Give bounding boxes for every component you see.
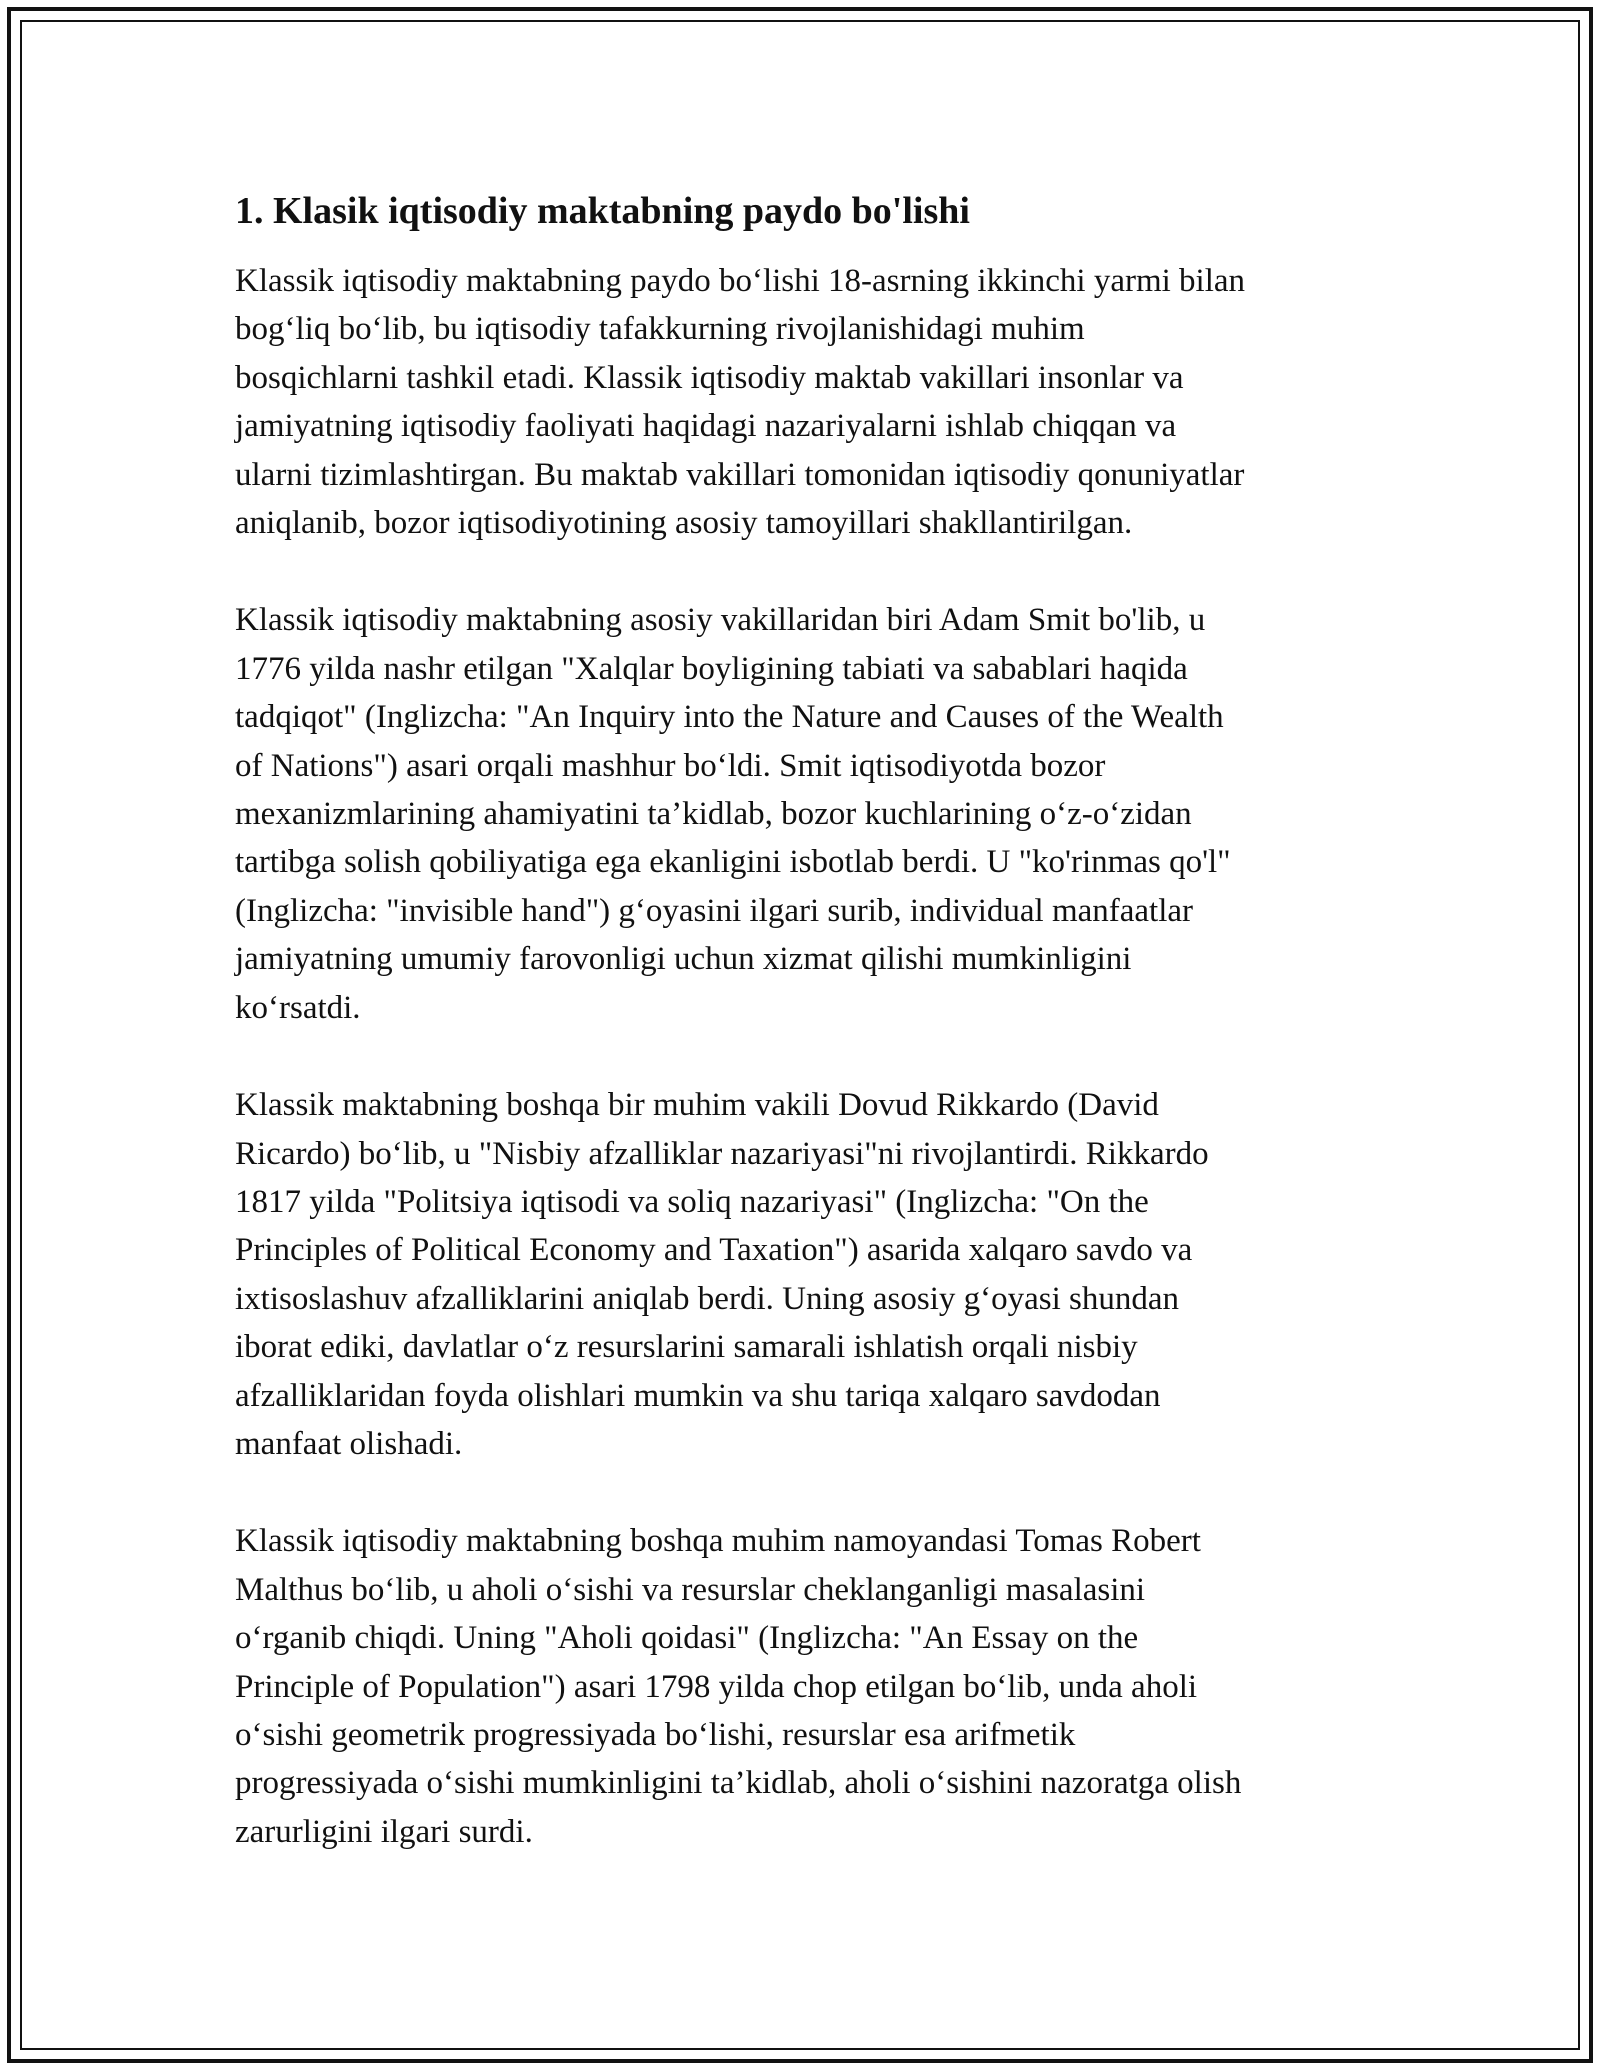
paragraph-line: zarurligini ilgari surdi. [235, 1813, 533, 1850]
paragraph-line: Klassik maktabning boshqa bir muhim vakili Dovud Rikkardo (David [235, 1087, 1159, 1124]
paragraph-line: bog‘liq bo‘lib, bu iqtisodiy tafakkurning rivojlanishidagi muhim [235, 311, 1085, 348]
paragraph-line: 1776 yilda nashr etilgan "Xalqlar boyligining tabiati va sabablari haqida [235, 650, 1188, 687]
paragraph-malthus [235, 1517, 1370, 1856]
paragraph-line: ko‘rsatdi. [235, 989, 361, 1026]
paragraph-line: (Inglizcha: "invisible hand") g‘oyasini ilgari surib, individual manfaatlar [235, 892, 1194, 929]
paragraph-line: mexanizmlarining ahamiyatini ta’kidlab, bozor kuchlarining o‘z-o‘zidan [235, 796, 1192, 833]
paragraph-line: ularni tizimlashtirgan. Bu maktab vakillari tomonidan iqtisodiy qonuniyatlar [235, 456, 1245, 493]
paragraph-line: 1817 yilda "Politsiya iqtisodi va soliq nazariyasi" (Inglizcha: "On the [235, 1183, 1149, 1220]
paragraph-line: o‘rganib chiqdi. Uning "Aholi qoidasi" (Inglizcha: "An Essay on the [235, 1620, 1139, 1657]
paragraph-line: of Nations") asari orqali mashhur bo‘ldi. Smit iqtisodiyotda bozor [235, 747, 1106, 784]
paragraph-line: Klassik iqtisodiy maktabning asosiy vakillaridan biri Adam Smit bo'lib, u [235, 602, 1206, 639]
paragraph-line: Ricardo) bo‘lib, u "Nisbiy afzalliklar nazariyasi"ni rivojlantirdi. Rikkardo [235, 1135, 1209, 1172]
paragraph-line: aniqlanib, bozor iqtisodiyotining asosiy tamoyillari shakllantirilgan. [235, 505, 1133, 542]
paragraph-line: o‘sishi geometrik progressiyada bo‘lishi, resurslar esa arifmetik [235, 1716, 1076, 1753]
paragraph-line: Malthus bo‘lib, u aholi o‘sishi va resurslar cheklanganligi masalasini [235, 1571, 1146, 1608]
paragraph-line: bosqichlarni tashkil etadi. Klassik iqtisodiy maktab vakillari insonlar va [235, 359, 1184, 396]
document-body [235, 185, 1370, 1905]
paragraph-line: Principle of Population") asari 1798 yilda chop etilgan bo‘lib, unda aholi [235, 1668, 1198, 1705]
paragraph-adam-smith [235, 596, 1370, 1032]
paragraph-line: manfaat olishadi. [235, 1425, 463, 1462]
paragraph-line: tadqiqot" (Inglizcha: "An Inquiry into the Nature and Causes of the Wealth [235, 699, 1224, 736]
paragraph-line: ixtisoslashuv afzalliklarini aniqlab berdi. Uning asosiy g‘oyasi shundan [235, 1280, 1179, 1317]
paragraph-line: tartibga solish qobiliyatiga ega ekanligini isbotlab berdi. U "ko'rinmas qo'l" [235, 844, 1231, 881]
paragraph-line: jamiyatning iqtisodiy faoliyati haqidagi nazariyalarni ishlab chiqqan va [235, 408, 1177, 445]
section-heading: 1. Klasik iqtisodiy maktabning paydo bo'lishi [235, 190, 970, 232]
paragraph-line: jamiyatning umumiy farovonligi uchun xizmat qilishi mumkinligini [235, 941, 1132, 978]
paragraph-line: afzalliklaridan foyda olishlari mumkin va shu tariqa xalqaro savdodan [235, 1377, 1161, 1414]
paragraph-line: Klassik iqtisodiy maktabning boshqa muhim namoyandasi Tomas Robert [235, 1523, 1201, 1560]
paragraph-line: Klassik iqtisodiy maktabning paydo bo‘lishi 18-asrning ikkinchi yarmi bilan [235, 263, 1246, 299]
paragraph-line: iborat ediki, davlatlar o‘z resurslarini samarali ishlatish orqali nisbiy [235, 1329, 1138, 1366]
paragraph-intro [235, 257, 1370, 547]
paragraph-line: Principles of Political Economy and Taxation") asarida xalqaro savdo va [235, 1232, 1193, 1269]
paragraph-line: progressiyada o‘sishi mumkinligini ta’kidlab, aholi o‘sishini nazoratga olish [235, 1765, 1242, 1802]
paragraph-ricardo [235, 1081, 1370, 1468]
